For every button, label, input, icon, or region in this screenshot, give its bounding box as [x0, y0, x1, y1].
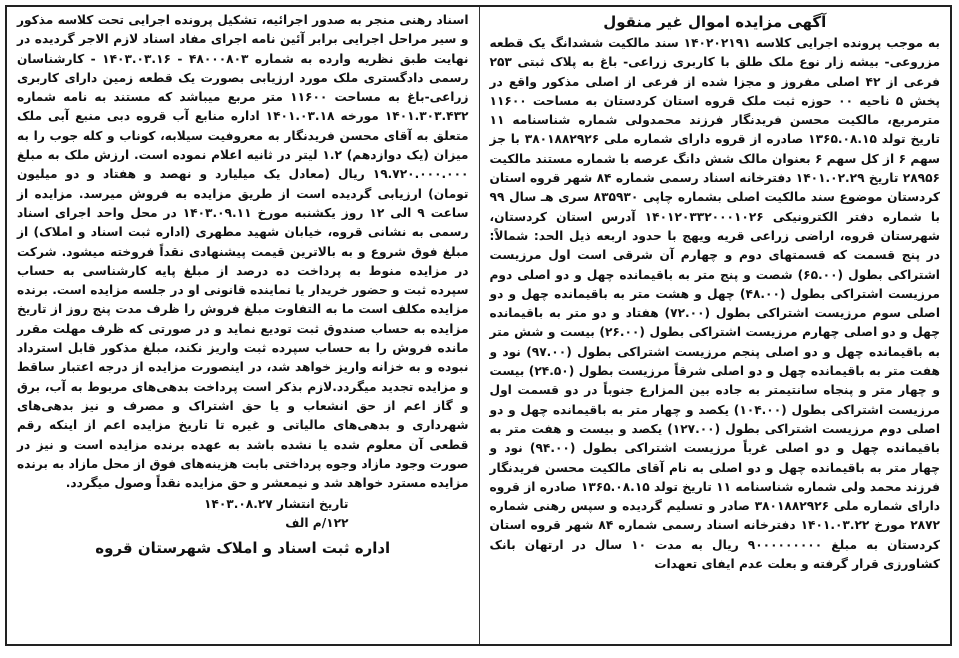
- notice-title: آگهی مزایده اموال غیر منقول: [603, 13, 827, 31]
- reference-code: ۱۲۲/م الف: [285, 516, 349, 531]
- left-column: [7, 7, 479, 644]
- right-column: [479, 7, 951, 644]
- office-name: اداره ثبت اسناد و املاک شهرستان قروه: [95, 539, 391, 558]
- right-column-text: به موجب پرونده اجرایی کلاسه ۱۴۰۲۰۲۱۹۱ سند مالکیت ششدانگ یک قطعه مزروعی- بیشه زار نوع ملک طلق با کاربری زراعی- باغ به پلاک ثبتی ۲۵۳ فرعی از ۴۲ اصلی مفروز و مجزا شده از فرعی از اصلی مذکور واقع در پخش ۵ ناحیه ۰۰ حوزه ثبت ملک قروه استان کردستان به مساحت ۱۱۶۰۰ مترمربع، مالکیت محسن فریدنگار فرزند محمدولی شماره شناسنامه ۱۱ تاریخ تولد ۱۳۶۵.۰۸.۱۵ صادره از قروه دارای شماره ملی ۳۸۰۱۸۸۲۹۲۶ با جز سهم ۶ از کل سهم ۶ بعنوان مالک شش دانگ عرصه با شماره مستند مالکیت ۲۸۹۵۶ تاریخ ۱۴۰۱.۰۲.۲۹ دفترخانه اسناد رسمی شماره ۸۴ شهر قروه استان کردستان موضوع سند مالکیت اصلی بشماره چاپی ۸۳۵۹۳۰ سری هـ سال ۹۹ با شماره دفتر الکترونیکی ۱۴۰۱۲۰۳۳۲۰۰۰۱۰۲۶ آدرس استان کردستان، شهرستان قروه، اراضی زراعی قریه ویهج با حدود اربعه ذیل الحد: شمالاً: در پنج قسمت که قسمتهای دوم و چهارم آن شرقی است اول مرزیست اشتراکی بطول (۶۵.۰۰) شصت و پنج متر به باقیمانده چهل و دو اصلی دوم مرزیست اشتراکی بطول (۴۸.۰۰) چهل و هشت متر به باقیمانده چهل و دو اصلی سوم مرزیست اشتراکی بطول (۷۲.۰۰) هفتاد و دو متر به باقیمانده چهل و دو اصلی چهارم مرزیست اشتراکی بطول (۲۶.۰۰) بیست و شش متر به باقیمانده چهل و دو اصلی پنجم مرزیست اشتراکی بطول (۹۷.۰۰) نود و هفت متر به باقیمانده چهل و دو اصلی شرقاً مرزیست بطول (۲۴.۵۰) بیست و چهار متر و پنجاه سانتیمتر به جاده بین المزارع جنوباً در دو قسمت اول مرزیست اشتراکی بطول (۱۰۴.۰۰) یکصد و چهار متر به باقیمانده چهل و دو اصلی دوم مرزیست اشتراکی بطول (۱۲۷.۰۰) یکصد و بیست و هفت متر به باقیمانده چهل و دو اصلی غرباً مرزیست اشتراکی بطول (۹۴.۰۰) نود و چهار متر به باقیمانده چهل و دو اصلی به نام آقای مالکیت محسن فریدنگار فرزند محمد ولی شماره شناسنامه ۱۱ تاریخ تولد ۱۳۶۵.۰۸.۱۵ صادره از قروه دارای شماره ملی ۳۸۰۱۸۸۲۹۲۶ صادر و تسلیم گردیده و سپس رهنی شماره ۲۸۷۲ مورخ ۱۴۰۱.۰۳.۲۲ دفترخانه اسناد رسمی شماره ۸۴ شهر قروه استان کردستان به مبلغ ۹۰۰۰۰۰۰۰۰۰ ریال به مدت ۱۰ سال در ارتهان بانک کشاورزی قرار گرفته و بعلت عدم ایفای تعهدات: [489, 36, 941, 572]
- publish-date: تاریخ انتشار ۱۴۰۳.۰۸.۲۷: [203, 497, 349, 512]
- notice-footer: [17, 495, 469, 533]
- auction-notice: [5, 5, 952, 646]
- left-column-text: اسناد رهنی منجر به صدور اجرائیه، تشکیل پرونده اجرایی تحت کلاسه مذکور و سیر مراحل اجرایی برابر آئین نامه اجرای مفاد اسناد لازم الاجر گردیده در نهایت طبق نظریه وارده به شماره ۴۸۰۰۰۸۰۳ - ۱۴۰۳.۰۳.۱۶ - کارشناسان رسمی دادگستری ملک مورد ارزیابی بصورت یک قطعه زمین دارای کاربری زراعی-باغ به مساحت ۱۱۶۰۰ متر مربع میباشد که مستند به نامه شماره ۱۴۰۱.۳۰۳.۴۳۲ مورخه ۱۴۰۱.۰۳.۱۸ اداره منابع آب قروه دبی منبع آبی ملک متعلق به آقای محسن فریدنگار به معروفیت سیلابه، کوناب و کله جوب را به میزان (یک دوازدهم) ۱.۲ لیتر در ثانیه اعلام نموده است. ارزش ملک به مبلغ ۱۹.۷۲۰.۰۰۰.۰۰۰ ریال (معادل یک میلیارد و نهصد و هفتاد و دو میلیون تومان) ارزیابی گردیده است از طریق مزایده به فروش میرسد. مزایده از ساعت ۹ الی ۱۲ روز یکشنبه مورخ ۱۴۰۳.۰۹.۱۱ در محل واحد اجرای اسناد رسمی به نشانی قروه، خیابان شهید مطهری (اداره ثبت اسناد و املاک) از مبلغ فوق شروع و به بالاترین قیمت پیشنهادی نقداً فروخته میشود. شرکت در مزایده منوط به پرداخت ده درصد از مبلغ پایه کارشناسی به حساب سپرده ثبت و حضور خریدار یا نماینده قانونی او در جلسه مزایده است. برنده مزایده مکلف است ما به التفاوت مبلغ فروش را ظرف مدت پنج روز از تاریخ مزایده به حساب صندوق ثبت تودیع نماید و در صورتی که ظرف مهلت مقرر مانده فروش را به حساب سپرده ثبت واریز نکند، مبلغ مذکور قابل استرداد نبوده و به خزانه واریز خواهد شد، در اینصورت مزایده از درجه اعتبار ساقط و مزایده تجدید میگردد.لازم بذکر است پرداخت بدهی‌های مربوط به آب، برق و گاز اعم از حق انشعاب و یا حق اشتراک و مصرف و نیز بدهی‌های شهرداری و بدهی‌های مالیاتی و غیره تا تاریخ مزایده اعم از اینکه رقم قطعی آن معلوم شده یا نشده باشد به عهده برنده مزایده است و نیز در صورت وجود مازاد وجوه پرداختی بابت هزینه‌های فوق از محل مازاد به برنده مزایده مسترد خواهد شد و نیمعشر و حق مزایده نقداً وصول میگردد.: [17, 13, 469, 491]
